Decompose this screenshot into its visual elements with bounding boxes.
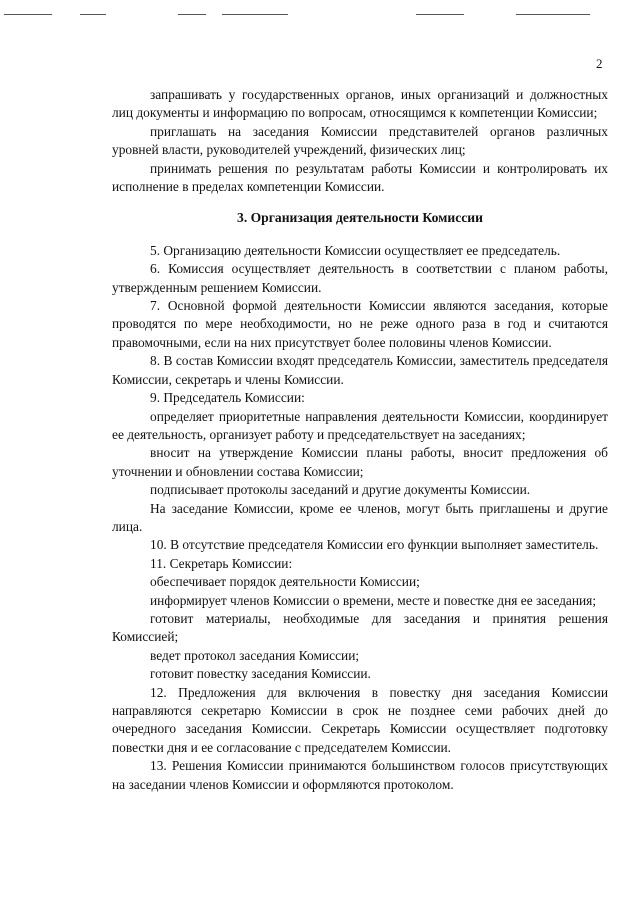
paragraph: запрашивать у государственных органов, иных организаций и должностных лиц документы и информацию по вопросам, относящимся к компетенции Комиссии; <box>112 87 608 121</box>
section-heading: 3. Организация деятельности Комиссии <box>237 210 483 226</box>
paragraph: информирует членов Комиссии о времени, месте и повестке дня ее заседания; <box>150 592 597 608</box>
paragraph: подписывает протоколы заседаний и другие документы Комиссии. <box>150 482 531 498</box>
top-rule <box>178 14 206 15</box>
page-number: 2 <box>596 56 603 71</box>
paragraph: 7. Основной формой деятельности Комиссии являются заседания, которые проводятся по мере необходимости, но не реже одного раза в год и считаются правомочными, если на них присутствует более половины членов Комиссии. <box>112 298 608 350</box>
paragraph: ведет протокол заседания Комиссии; <box>150 647 360 663</box>
paragraph: На заседание Комиссии, кроме ее членов, могут быть приглашены и другие лица. <box>112 500 608 534</box>
paragraph: 12. Предложения для включения в повестку дня заседания Комиссии направляются секретарю Комиссии в срок не позднее семи рабочих дней до очередного заседания Комиссии. Секретарь Комиссии осуществляет подготовку повестки дня и ее согласование с председателем Комиссии. <box>112 684 608 755</box>
top-rule <box>80 14 106 15</box>
paragraph: приглашать на заседания Комиссии представителей органов различных уровней власти, руководителей учреждений, физических лиц; <box>112 123 608 158</box>
paragraph: принимать решения по результатам работы Комиссии и контролировать их исполнение в пределах компетенции Комиссии. <box>112 160 608 195</box>
paragraph: 11. Секретарь Комиссии: <box>150 555 293 571</box>
paragraph: определяет приоритетные направления деятельности Комиссии, координирует ее деятельность, организует работу и председательствует на заседаниях; <box>112 408 608 442</box>
paragraph: 9. Председатель Комиссии: <box>150 390 305 406</box>
paragraph: готовит материалы, необходимые для заседания и принятия решения Комиссией; <box>112 610 608 645</box>
paragraph: 8. В состав Комиссии входят председатель Комиссии, заместитель председателя Комиссии, секретарь и члены Комиссии. <box>112 353 608 387</box>
paragraph: 5. Организацию деятельности Комиссии осуществляет ее председатель. <box>150 242 561 258</box>
top-rule <box>416 14 464 15</box>
paragraph: 6. Комиссия осуществляет деятельность в соответствии с планом работы, утвержденным решением Комиссии. <box>112 261 608 295</box>
paragraph: 13. Решения Комиссии принимаются большинством голосов присутствующих на заседании членов Комиссии и оформляются протоколом. <box>112 758 608 792</box>
top-rule <box>516 14 590 15</box>
paragraph: готовит повестку заседания Комиссии. <box>150 666 371 682</box>
paragraph: 10. В отсутствие председателя Комиссии его функции выполняет заместитель. <box>150 537 599 553</box>
top-rule <box>222 14 288 15</box>
document-body <box>112 86 608 794</box>
paragraph: обеспечивает порядок деятельности Комиссии; <box>150 574 420 590</box>
paragraph: вносит на утверждение Комиссии планы работы, вносит предложения об уточнении и обновлении состава Комиссии; <box>112 445 608 479</box>
top-rule <box>4 14 52 15</box>
